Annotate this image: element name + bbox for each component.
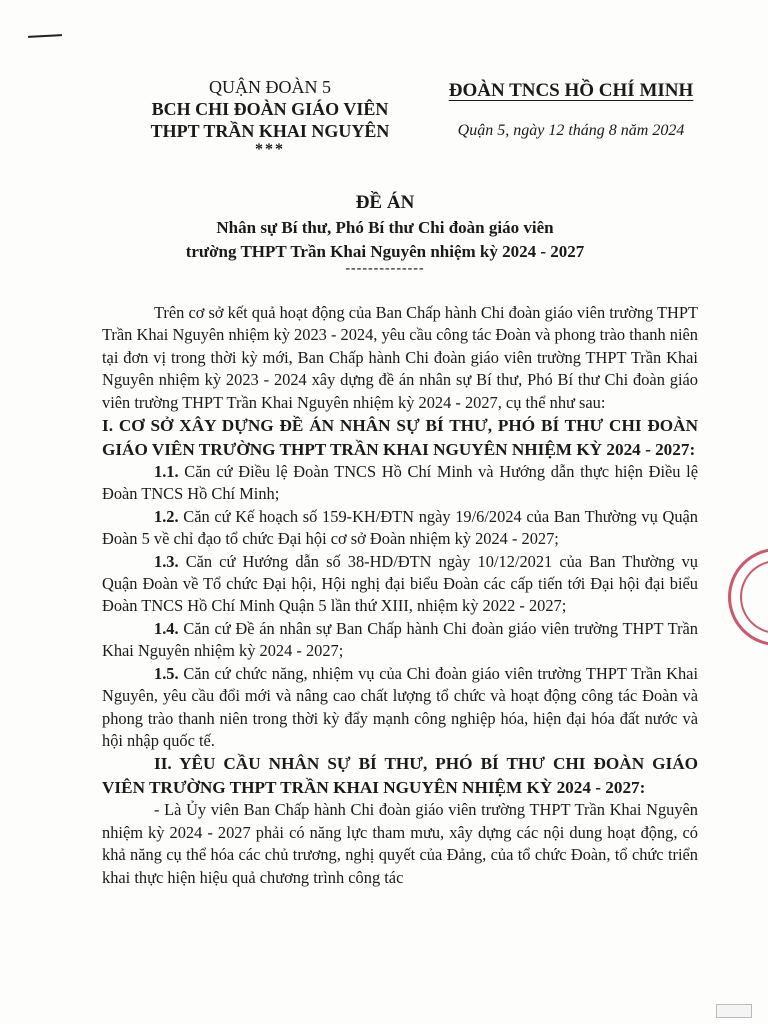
scanner-watermark: [716, 1004, 752, 1018]
issuer-block: [130, 76, 410, 158]
section-2-heading: II. YÊU CẦU NHÂN SỰ BÍ THƯ, PHÓ BÍ THƯ CHI ĐOÀN GIÁO VIÊN TRƯỜNG THPT TRẦN KHAI NGUYÊN NHIỆM KỲ 2024 - 2027:: [102, 754, 698, 797]
document-body: [102, 302, 698, 889]
requirement-paragraph: - Là Ủy viên Ban Chấp hành Chi đoàn giáo viên trường THPT Trần Khai Nguyên nhiệm kỳ 2024 - 2027 phải có năng lực tham mưu, xây dựng các nội dung hoạt động, có khả năng cụ thể hóa các chủ trương, nghị quyết của Đảng, của tổ chức Đoàn, tổ chức triển khai thực hiện hiệu quả chương trình công tác: [102, 800, 698, 887]
item-text: Căn cứ Điều lệ Đoàn TNCS Hồ Chí Minh và Hướng dẫn thực hiện Điều lệ Đoàn TNCS Hồ Chí Minh;: [102, 462, 698, 504]
document-title: [80, 190, 690, 274]
title-main: ĐỀ ÁN: [355, 192, 415, 213]
item-1-5: [102, 663, 698, 753]
section-1-heading: I. CƠ SỞ XÂY DỰNG ĐỀ ÁN NHÂN SỰ BÍ THƯ, PHÓ BÍ THƯ CHI ĐOÀN GIÁO VIÊN TRƯỜNG THPT TRẦN KHAI NGUYÊN NHIỆM KỲ 2024 - 2027:: [102, 416, 698, 459]
title-sub-2: trường THPT Trần Khai Nguyên nhiệm kỳ 2024 - 2027: [185, 242, 585, 261]
item-number: 1.1.: [154, 462, 179, 482]
title-divider: --------------: [345, 261, 425, 276]
item-1-3: [102, 551, 698, 618]
issuer-school: THPT TRẦN KHAI NGUYÊN: [150, 121, 390, 141]
item-1-4: [102, 618, 698, 663]
issuer-district: QUẬN ĐOÀN 5: [209, 77, 331, 97]
pen-mark: [28, 34, 62, 38]
item-text: Căn cứ Hướng dẫn số 38-HD/ĐTN ngày 10/12/2021 của Ban Thường vụ Quận Đoàn về Tổ chức Đại hội, Hội nghị đại biểu Đoàn các cấp tiến tới Đại hội đại biểu Đoàn TNCS Hồ Chí Minh Quận 5 lần thứ XIII, nhiệm kỳ 2022 - 2027;: [102, 551, 698, 616]
item-1-1: [102, 461, 698, 506]
official-seal: [728, 548, 768, 646]
item-number: 1.4.: [154, 618, 179, 638]
item-text: Căn cứ Kế hoạch số 159-KH/ĐTN ngày 19/6/2024 của Ban Thường vụ Quận Đoàn 5 về chỉ đạo tổ chức Đại hội cơ sở Đoàn nhiệm kỳ 2024 - 2027;: [102, 506, 698, 549]
intro-paragraph: Trên cơ sở kết quả hoạt động của Ban Chấp hành Chi đoàn giáo viên trường THPT Trần Khai Nguyên nhiệm kỳ 2023 - 2024, yêu cầu công tác Đoàn và phong trào thanh niên tại đơn vị trong thời kỳ mới, Ban Chấp hành Chi đoàn giáo viên trường THPT Trần Khai Nguyên nhiệm kỳ 2023 - 2024 xây dựng đề án nhân sự Bí thư, Phó Bí thư Chi đoàn giáo viên trường THPT Trần Khai Nguyên nhiệm kỳ 2024 - 2027, cụ thể như sau:: [102, 303, 698, 412]
item-1-2: [102, 506, 698, 551]
document-date: Quận 5, ngày 12 tháng 8 năm 2024: [457, 122, 685, 139]
item-text: Căn cứ Đề án nhân sự Ban Chấp hành Chi đoàn giáo viên trường THPT Trần Khai Nguyên nhiệm kỳ 2024 - 2027;: [102, 618, 698, 661]
issuer-stars: ***: [255, 141, 285, 158]
title-sub-1: Nhân sự Bí thư, Phó Bí thư Chi đoàn giáo viên: [216, 218, 554, 237]
issuer-committee: BCH CHI ĐOÀN GIÁO VIÊN: [151, 99, 389, 119]
org-block: [440, 80, 702, 140]
org-name: ĐOÀN TNCS HỒ CHÍ MINH: [448, 80, 694, 101]
item-number: 1.2.: [154, 506, 179, 526]
item-number: 1.5.: [154, 663, 179, 683]
item-number: 1.3.: [154, 551, 179, 571]
item-text: Căn cứ chức năng, nhiệm vụ của Chi đoàn giáo viên trường THPT Trần Khai Nguyên, yêu cầu đổi mới và nâng cao chất lượng tổ chức và hoạt động công tác Đoàn và phong trào thanh niên trong thời kỳ đẩy mạnh công nghiệp hóa, hiện đại hóa đất nước và hội nhập quốc tế.: [102, 663, 698, 750]
